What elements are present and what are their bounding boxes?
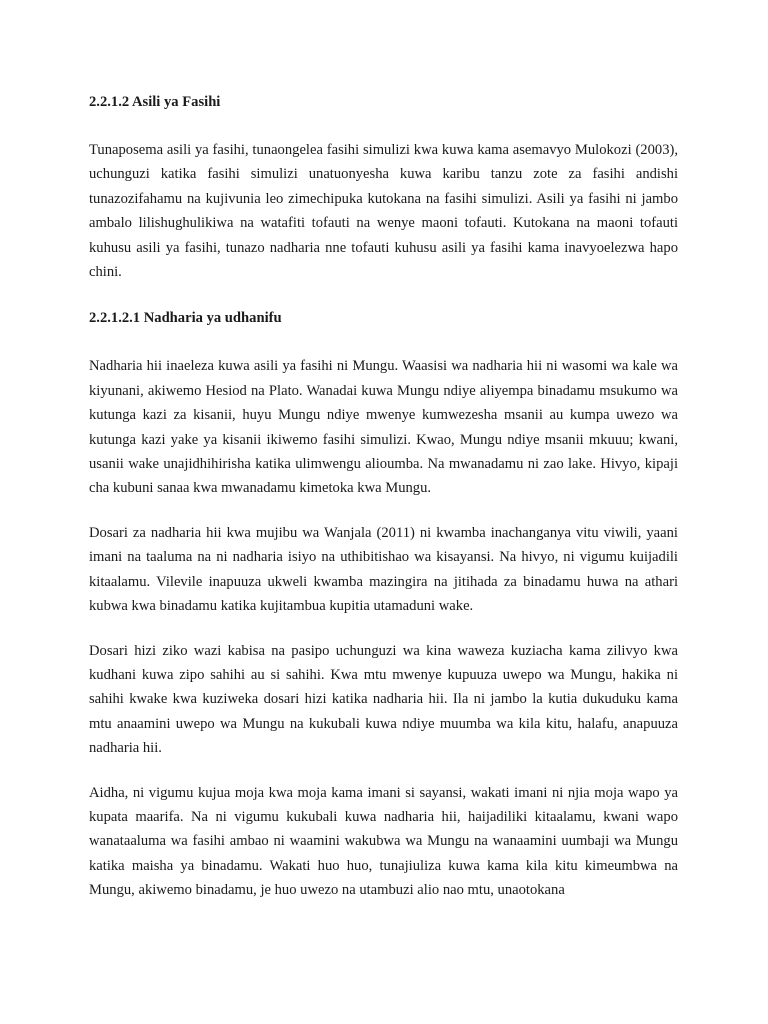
section-heading-asili-ya-fasihi: 2.2.1.2 Asili ya Fasihi — [89, 94, 221, 110]
document-page — [89, 88, 678, 923]
paragraph-aidha: Aidha, ni vigumu kujua moja kwa moja kama imani si sayansi, wakati imani ni njia moja wapo ya kupata maarifa. Na ni vigumu kukubali kuwa nadharia hii, haijadiliki kitaalamu, kwani wapo wanataaluma wa fasihi ambao ni waamini wakubwa wa Mungu na wanaamini uumbaji wa Mungu katika maisha ya binadamu. Wakati huo huo, tunajiuliza kuwa kama kila kitu kimeumbwa na Mungu, akiwemo binadamu, je huo uwezo na utambuzi alio nao mtu, unaotokana — [89, 784, 678, 899]
section-heading-nadharia-ya-udhanifu: 2.2.1.2.1 Nadharia ya udhanifu — [89, 310, 282, 327]
paragraph-dosari: Dosari za nadharia hii kwa mujibu wa Wanjala (2011) ni kwamba inachanganya vitu viwili, yaani imani na taaluma na ni nadharia isiyo na uthibitishao wa kisayansi. Na hivyo, ni vigumu kuijadili kitaalamu. Vilevile inapuuza ukweli kwamba mazingira na jitihada za binadamu huwa na athari kubwa kwa binadamu katika kujitambua kupitia utamaduni wake. — [89, 524, 678, 615]
paragraph-intro: Tunaposema asili ya fasihi, tunaongelea fasihi simulizi kwa kuwa kama asemavyo Mulokozi (2003), uchunguzi katika fasihi simulizi unatuonyesha kuwa karibu tanzu zote za fasihi andishi tunazozifahamu na kujivunia leo zimechipuka kutokana na fasihi simulizi. Asili ya fasihi ni jambo ambalo lilishughulikiwa na watafiti tofauti na wenye maoni tofauti. Kutokana na maoni tofauti kuhusu asili ya fasihi, tunazo nadharia nne tofauti kuhusu asili ya fasihi kama inavyoelezwa hapo chini. — [89, 142, 678, 281]
paragraph-nadharia: Nadharia hii inaeleza kuwa asili ya fasihi ni Mungu. Waasisi wa nadharia hii ni wasomi wa kale wa kiyunani, akiwemo Hesiod na Plato. Wanadai kuwa Mungu ndiye aliyempa binadamu msukumo wa kutunga kazi za kisanii, huyu Mungu ndiye mwenye kumwezesha msanii au kumpa uwezo wa kutunga kazi yake ya kisanii ikiwemo fasihi simulizi. Kwao, Mungu ndiye msanii mkuuu; kwani, usanii wake unajidhihirisha katika ulimwengu alioumba. Na mwanadamu ni zao lake. Hivyo, kipaji cha kubuni sanaa kwa mwanadamu kimetoka kwa Mungu. — [89, 358, 678, 497]
paragraph-dosari-hizi: Dosari hizi ziko wazi kabisa na pasipo uchunguzi wa kina waweza kuziacha kama zilivyo kwa kudhani kuwa zipo sahihi au si sahihi. Kwa mtu mwenye kupuuza uwepo wa Mungu, hakika ni sahihi kwake kwa kuziweka dosari hizi katika nadharia hii. Ila ni jambo la kutia dukuduku kama mtu anaamini uwepo wa Mungu na kukubali kuwa ndiye muumba wa kila kitu, halafu, anapuuza nadharia hii. — [89, 642, 678, 757]
